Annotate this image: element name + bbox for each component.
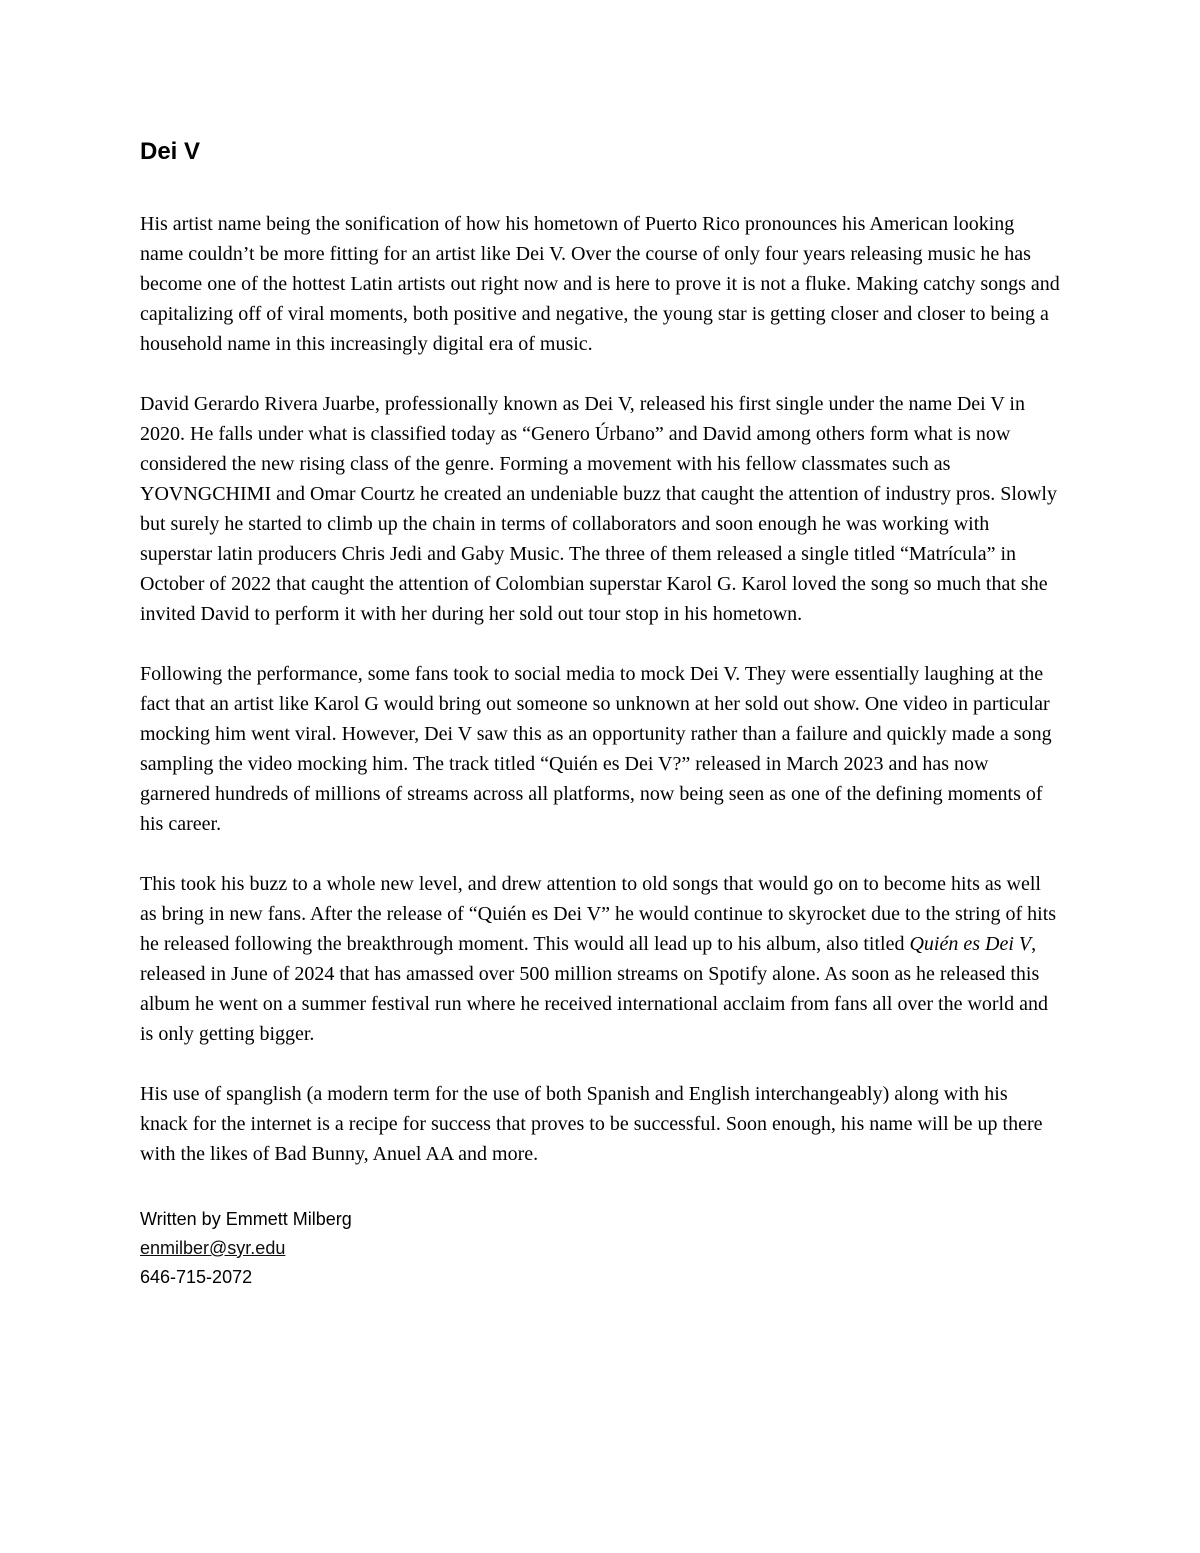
byline-author: Written by Emmett Milberg: [140, 1208, 352, 1229]
paragraph-conclusion: His use of spanglish (a modern term for the use of both Spanish and English interchangeably) along with his knack for the internet is a recipe for success that proves to be successful. Soon enough, his name will be up there with the likes of Bad Bunny, Anuel AA and more.: [140, 1082, 1043, 1165]
paragraph-breakthrough: [140, 869, 1060, 1049]
byline-email-row: [140, 1234, 1060, 1263]
byline-block: [140, 1205, 1060, 1292]
album-title-italic: Quién es Dei V: [909, 932, 1032, 955]
document-title: Dei V: [140, 138, 201, 165]
paragraph-background: David Gerardo Rivera Juarbe, professionally known as Dei V, released his first single under the name Dei V in 2020. He falls under what is classified today as “Genero Úrbano” and David among others form what is now considered the new rising class of the genre. Forming a movement with his fellow classmates such as YOVNGCHIMI and Omar Courtz he created an undeniable buzz that caught the attention of industry pros. Slowly but surely he started to climb up the chain in terms of collaborators and soon enough he was working with superstar latin producers Chris Jedi and Gaby Music. The three of them released a single titled “Matrícula” in October of 2022 that caught the attention of Colombian superstar Karol G. Karol loved the song so much that she invited David to perform it with her during her sold out tour stop in his hometown.: [140, 392, 1057, 625]
paragraph-breakthrough-text-before: This took his buzz to a whole new level, and drew attention to old songs that would go on to become hits as well as bring in new fans. After the release of “Quién es Dei V” he would continue to skyrocket due to the string of hits he released following the breakthrough moment. This would all lead up to his album, also titled: [140, 872, 1057, 955]
paragraph-intro: His artist name being the sonification of how his hometown of Puerto Rico pronounces his American looking name couldn’t be more fitting for an artist like Dei V. Over the course of only four years releasing music he has become one of the hottest Latin artists out right now and is here to prove it is not a fluke. Making catchy songs and capitalizing off of viral moments, both positive and negative, the young star is getting closer and closer to being a household name in this increasingly digital era of music.: [140, 212, 1060, 355]
email-link[interactable]: enmilber@syr.edu: [140, 1237, 286, 1258]
paragraph-breakthrough-text-after: , released in June of 2024 that has amassed over 500 million streams on Spotify alone. As soon as he released this album he went on a summer festival run where he received international acclaim from fans all over the world and is only getting bigger.: [140, 932, 1048, 1045]
paragraph-viral-moment: Following the performance, some fans took to social media to mock Dei V. They were essentially laughing at the fact that an artist like Karol G would bring out someone so unknown at her sold out show. One video in particular mocking him went viral. However, Dei V saw this as an opportunity rather than a failure and quickly made a song sampling the video mocking him. The track titled “Quién es Dei V?” released in March 2023 and has now garnered hundreds of millions of streams across all platforms, now being seen as one of the defining moments of his career.: [140, 662, 1052, 835]
byline-phone: 646-715-2072: [140, 1266, 253, 1287]
